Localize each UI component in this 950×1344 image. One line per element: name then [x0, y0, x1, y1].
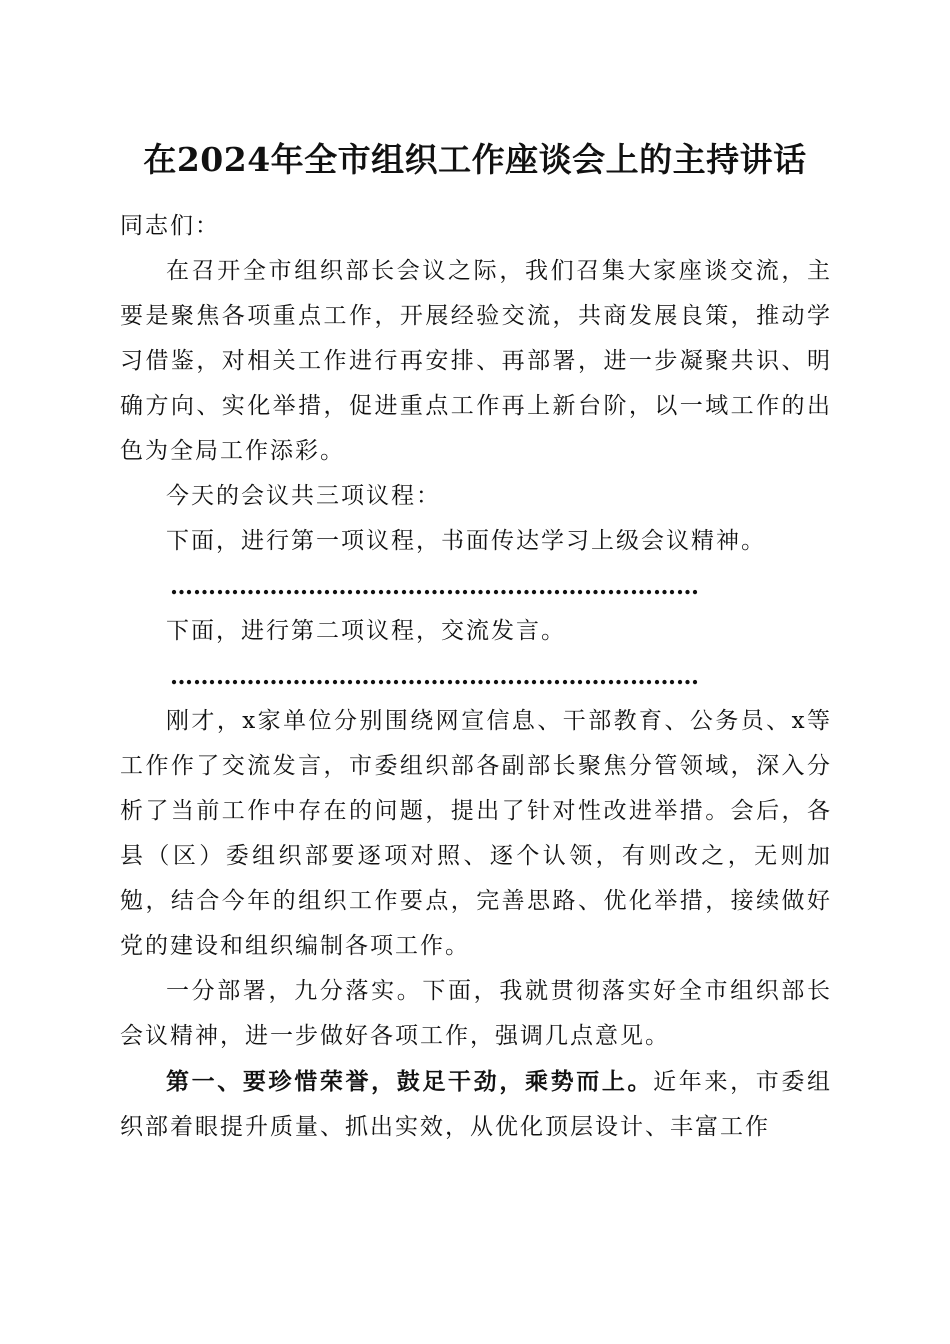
- paragraph-agenda: 今天的会议共三项议程：: [166, 483, 441, 509]
- point-one-heading: 第一、要珍惜荣誉，鼓足干劲，乘势而上。: [166, 1068, 654, 1095]
- paragraph-point-one: [120, 1059, 832, 1150]
- salutation: 同志们：: [120, 213, 220, 239]
- paragraph-agenda-item-2: 下面，进行第二项议程，交流发言。: [166, 618, 566, 644]
- document-body: [120, 204, 832, 1150]
- paragraph-transition: 一分部署，九分落实。下面，我就贯彻落实好全市组织部长会议精神，进一步做好各项工作，强调几点意见。: [120, 978, 832, 1049]
- point-one-text: 近年来，市委组织部着眼提升质量、抓出实效，从优化顶层设计、丰富工作: [120, 1069, 833, 1140]
- paragraph-intro: 在召开全市组织部长会议之际，我们召集大家座谈交流，主要是聚焦各项重点工作，开展经验交流，共商发展良策，推动学习借鉴，对相关工作进行再安排、再部署，进一步凝聚共识、明确方向、实化举措，促进重点工作再上新台阶，以一域工作的出色为全局工作添彩。: [120, 258, 832, 464]
- ellipsis-divider: ……………………………………………………………: [170, 573, 699, 600]
- ellipsis-divider: ……………………………………………………………: [170, 663, 699, 690]
- paragraph-summary: 刚才，x家单位分别围绕网宣信息、干部教育、公务员、x等工作作了交流发言，市委组织部各副部长聚焦分管领域，深入分析了当前工作中存在的问题，提出了针对性改进举措。会后，各县（区）委组织部要逐项对照、逐个认领，有则改之，无则加勉，结合今年的组织工作要点，完善思路、优化举措，接续做好党的建设和组织编制各项工作。: [120, 708, 832, 959]
- document-title: 在2024年全市组织工作座谈会上的主持讲话: [143, 140, 807, 179]
- paragraph-agenda-item-1: 下面，进行第一项议程，书面传达学习上级会议精神。: [166, 528, 766, 554]
